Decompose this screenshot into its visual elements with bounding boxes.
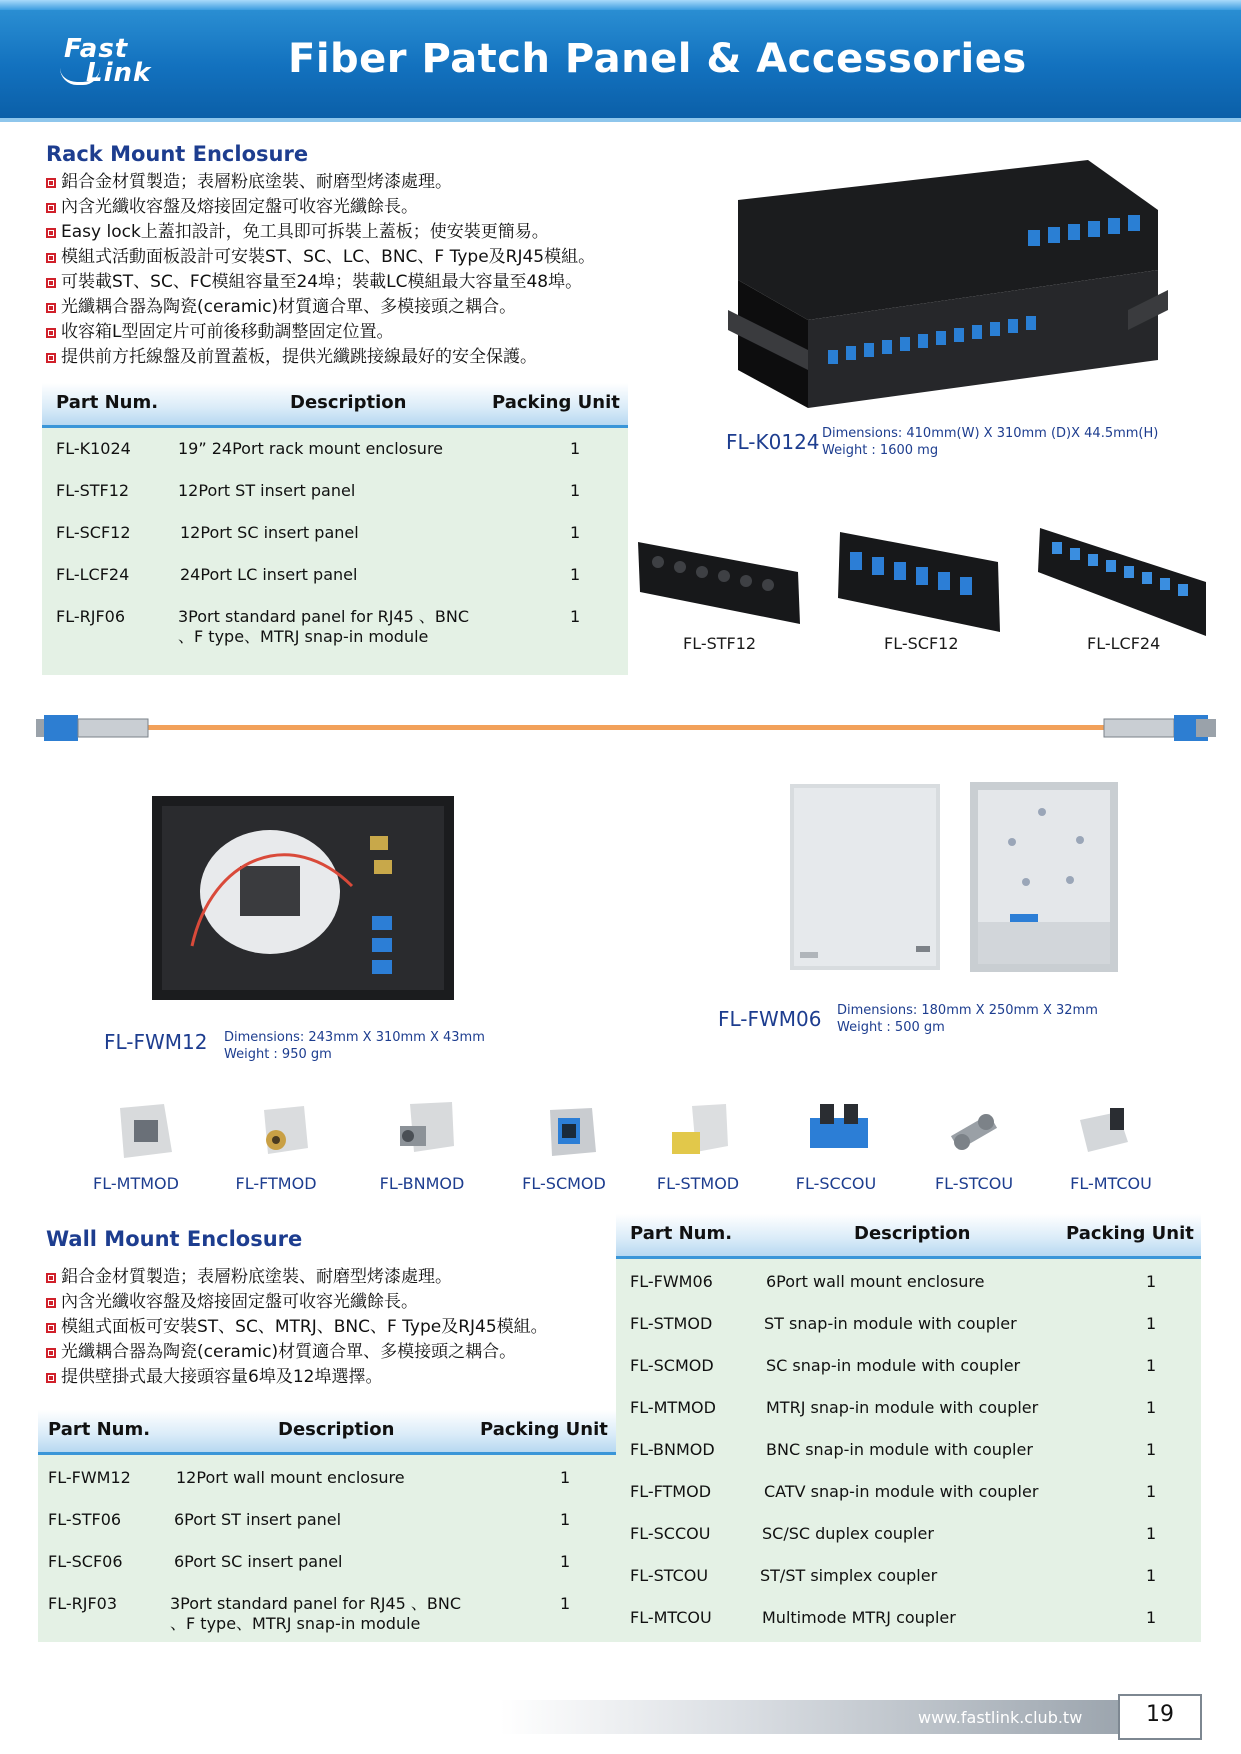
fastlink-logo [60,34,172,92]
ftmod-image [254,1104,312,1162]
table-header [616,1214,1201,1259]
col-description: Description [854,1223,971,1244]
fwm06-closed-image [790,784,940,970]
mtcou-image [1074,1104,1134,1160]
fwm06-weight: Weight : 500 gm [837,1020,945,1035]
bullet-icon [46,303,56,313]
rack-feature-item: 模組式活動面板設計可安裝ST、SC、LC、BNC、F Type及RJ45模組。 [46,245,595,270]
stcou-image [944,1102,1004,1160]
logo-line1: Fast [64,34,129,64]
sc-panel-image [836,532,1004,632]
website-url: www.fastlink.club.tw [918,1708,1083,1727]
rack-feature-item: 光纖耦合器為陶瓷(ceramic)材質適合單、多模接頭之耦合。 [46,295,595,320]
fwm06-open-image [970,782,1118,972]
rack-weight: Weight : 1600 mg [822,443,939,458]
rack-feature-item: 內含光纖收容盤及熔接固定盤可收容光纖餘長。 [46,195,595,220]
rack-feature-item: Easy lock上蓋扣設計，免工具即可拆裝上蓋板；使安裝更簡易。 [46,220,595,245]
modules-parts-table: Part Num. Description Packing Unit FL-FWM06 6Port wall mount enclosure 1 FL-STMOD ST snap-in module with coupler 1 FL-SCMOD SC snap-in module with coupler 1 FL-MTMOD MTRJ snap-in module with coupler 1 FL-BNMOD BNC snap-in module with coupler 1 FL-FTMOD CATV snap-in module with coupler 1 FL-SCCOU SC/SC duplex coupler 1 FL-STCOU ST/ST simplex coupler 1 FL-MTCOU Multimode MTRJ coupler 1 [616,1214,1201,1642]
bullet-icon [46,1348,56,1358]
st-panel-image [638,532,806,624]
panel-label-st: FL-STF12 [683,634,757,653]
sccou-image [806,1100,872,1160]
module-label-mtcou: FL-MTCOU [1070,1174,1152,1193]
rack-dimensions: Dimensions: 410mm(W) X 310mm (D)X 44.5mm(H) [822,426,1159,441]
rack-feature-list [46,170,595,370]
bullet-icon [46,278,56,288]
fwm06-model-label: FL-FWM06 [718,1007,822,1031]
wall-feature-list [46,1265,548,1390]
bullet-icon [46,353,56,363]
fwm12-enclosure-image [152,796,454,1000]
wall-feature-item: 提供壁掛式最大接頭容量6埠及12埠選擇。 [46,1365,548,1390]
module-label-bnmod: FL-BNMOD [379,1174,465,1193]
wall-feature-item: 光纖耦合器為陶瓷(ceramic)材質適合單、多模接頭之耦合。 [46,1340,548,1365]
stmod-image [668,1102,730,1162]
bullet-icon [46,253,56,263]
rack-feature-item: 鋁合金材質製造；表層粉底塗裝、耐磨型烤漆處理。 [46,170,595,195]
module-label-mtmod: FL-MTMOD [93,1174,179,1193]
col-packing-unit: Packing Unit [480,1419,608,1440]
bullet-icon [46,1373,56,1383]
module-label-stmod: FL-STMOD [656,1174,740,1193]
module-label-scmod: FL-SCMOD [522,1174,606,1193]
wall-feature-item: 內含光纖收容盤及熔接固定盤可收容光纖餘長。 [46,1290,548,1315]
col-packing-unit: Packing Unit [1066,1223,1194,1244]
fwm12-model-label: FL-FWM12 [104,1030,208,1054]
panel-label-sc: FL-SCF12 [884,634,959,653]
panel-label-lc: FL-LCF24 [1087,634,1161,653]
col-part-num: Part Num. [630,1223,733,1244]
fwm12-weight: Weight : 950 gm [224,1047,332,1062]
table-header [38,1410,616,1455]
col-description: Description [290,392,407,413]
rack-heading: Rack Mount Enclosure [46,142,309,166]
module-label-stcou: FL-STCOU [934,1174,1014,1193]
col-packing-unit: Packing Unit [492,392,620,413]
rack-enclosure-image [728,160,1168,412]
fwm12-dimensions: Dimensions: 243mm X 310mm X 43mm [224,1030,485,1045]
bullet-icon [46,1298,56,1308]
fwm06-dimensions: Dimensions: 180mm X 250mm X 32mm [837,1003,1098,1018]
module-label-sccou: FL-SCCOU [795,1174,877,1193]
bnmod-image [396,1100,458,1162]
header-highlight [0,0,1241,10]
page-number: 19 [1146,1702,1174,1727]
bullet-icon [46,328,56,338]
table-header [42,383,628,428]
lc-panel-image [1038,528,1210,636]
wall-heading: Wall Mount Enclosure [46,1227,303,1251]
col-part-num: Part Num. [56,392,159,413]
logo-line2: Link [86,58,152,88]
page-title: Fiber Patch Panel & Accessories [288,36,1027,82]
wall-feature-item: 鋁合金材質製造；表層粉底塗裝、耐磨型烤漆處理。 [46,1265,548,1290]
rack-feature-item: 提供前方托線盤及前置蓋板，提供光纖跳接線最好的安全保護。 [46,345,595,370]
fwm12-specs [224,1029,485,1063]
scmod-image [544,1104,602,1160]
rack-parts-table: Part Num. Description Packing Unit FL-K1024 19” 24Port rack mount enclosure 1 FL-STF12 12Port ST insert panel 1 FL-SCF12 12Port SC insert panel 1 FL-LCF24 24Port LC insert panel 1 FL-RJF06 3Port standard panel for RJ45 、BNC 、F type、MTRJ snap-in module 1 [42,383,628,675]
rack-feature-item: 可裝載ST、SC、FC模組容量至24埠；裝載LC模組最大容量至48埠。 [46,270,595,295]
bullet-icon [46,178,56,188]
bullet-icon [46,1323,56,1333]
wall-feature-item: 模組式面板可安裝ST、SC、MTRJ、BNC、F Type及RJ45模組。 [46,1315,548,1340]
fwm06-specs [837,1002,1098,1036]
bullet-icon [46,1273,56,1283]
patch-cord-divider [36,710,1216,746]
rack-feature-item: 收容箱L型固定片可前後移動調整固定位置。 [46,320,595,345]
col-part-num: Part Num. [48,1419,151,1440]
wall-parts-table: Part Num. Description Packing Unit FL-FWM12 12Port wall mount enclosure 1 FL-STF06 6Port ST insert panel 1 FL-SCF06 6Port SC insert panel 1 FL-RJF03 3Port standard panel for RJ45 、BNC 、F type、MTRJ snap-in module 1 [38,1410,616,1642]
bullet-icon [46,228,56,238]
module-label-ftmod: FL-FTMOD [235,1174,317,1193]
col-description: Description [278,1419,395,1440]
rack-specs [822,425,1158,459]
mtmod-image [116,1102,176,1160]
rack-model-label: FL-K0124 [726,430,820,454]
bullet-icon [46,203,56,213]
